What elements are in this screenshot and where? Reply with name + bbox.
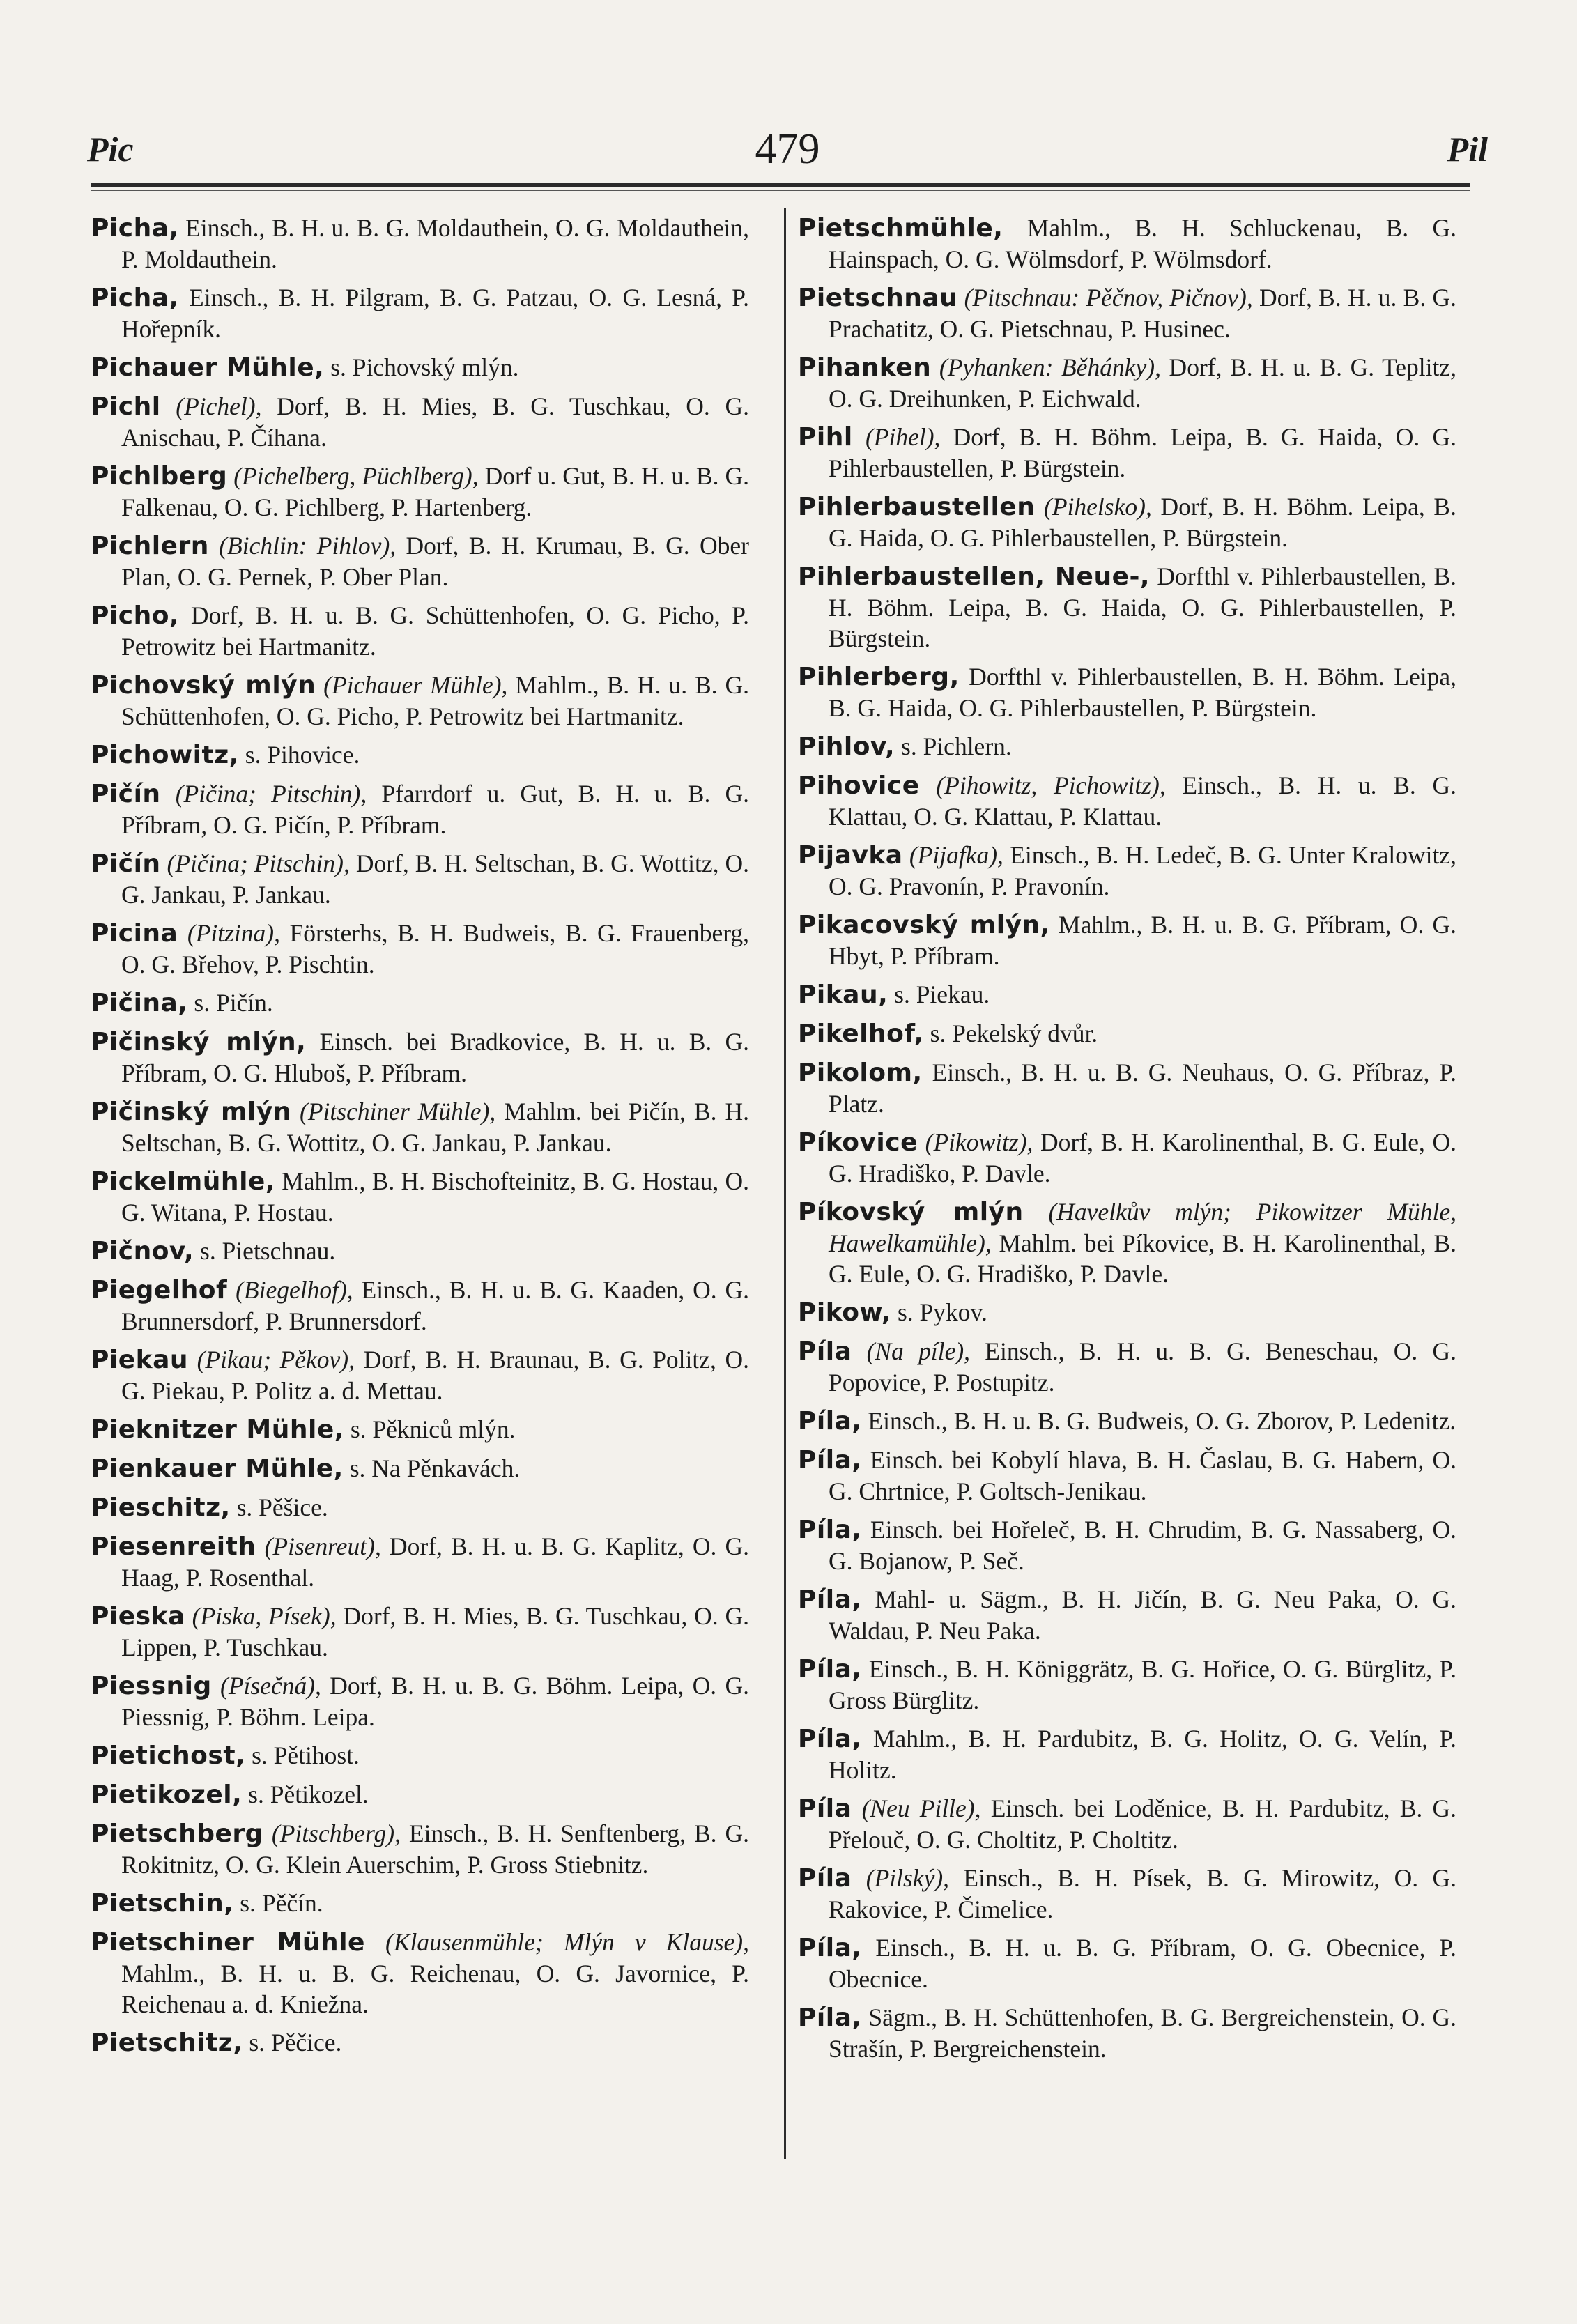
entry-alt-names: (Pilský), — [852, 1864, 950, 1892]
gazetteer-entry — [798, 1336, 1456, 1398]
entry-details: s. Pěčice. — [243, 2029, 342, 2056]
gazetteer-entry — [91, 213, 749, 275]
entry-alt-names: (Bichlin: Pihlov), — [208, 532, 397, 560]
entry-alt-names: (Klausenmühle; Mlýn v Klause), — [364, 1928, 749, 1956]
entry-headword: Pichauer Mühle, — [91, 353, 325, 382]
entry-details: Dorf, B. H. Krumau, B. G. Ober Plan, O. G. Pernek, P. Ober Plan. — [121, 532, 749, 591]
entry-headword: Pichlberg — [91, 462, 228, 491]
entry-details: Mahlm., B. H. u. B. G. Příbram, O. G. Hbyt, P. Příbram. — [829, 911, 1456, 970]
entry-headword: Pikow, — [798, 1298, 892, 1327]
running-head-left: Pic — [87, 130, 134, 169]
header-rule-thin — [91, 190, 1470, 191]
entry-alt-names: (Pisenreut), — [256, 1532, 381, 1560]
entry-headword: Píla, — [798, 1407, 862, 1436]
entry-headword: Píla, — [798, 1725, 862, 1753]
entry-headword: Picho, — [91, 601, 180, 630]
gazetteer-entry — [798, 1406, 1456, 1437]
entry-details: Dorf, B. H. Böhm. Leipa, B. G. Haida, O. G. Pihlerbaustellen, P. Bürgstein. — [829, 423, 1456, 482]
entry-headword: Pihovice — [798, 771, 920, 800]
gazetteer-entry — [91, 461, 749, 523]
entry-headword: Pieknitzer Mühle, — [91, 1415, 344, 1444]
entry-alt-names: (Pičina; Pitschin), — [160, 780, 367, 808]
entry-headword: Pihlov, — [798, 732, 895, 761]
entry-details: Einsch. bei Hořeleč, B. H. Chrudim, B. G. Nassaberg, O. G. Bojanow, P. Seč. — [829, 1516, 1456, 1575]
entry-alt-names: (Pikowitz), — [918, 1128, 1033, 1156]
entry-headword: Pietschin, — [91, 1889, 234, 1918]
gazetteer-entry — [798, 282, 1456, 344]
entry-headword: Pienkauer Mühle, — [91, 1454, 344, 1483]
gazetteer-entry — [798, 1932, 1456, 1994]
gazetteer-entry — [798, 2002, 1456, 2064]
gazetteer-entry — [798, 661, 1456, 723]
entry-headword: Pihanken — [798, 353, 932, 382]
gazetteer-entry — [798, 1057, 1456, 1119]
gazetteer-entry — [91, 778, 749, 840]
entry-details: s. Pěčín. — [233, 1889, 323, 1917]
gazetteer-entry — [798, 1514, 1456, 1576]
entry-details: s. Pěšice. — [230, 1493, 328, 1521]
entry-details: Einsch., B. H. u. B. G. Moldauthein, O. G. Moldauthein, P. Moldauthein. — [121, 214, 749, 273]
entry-alt-names: (Pitzina), — [178, 919, 280, 947]
entry-headword: Pichovský mlýn — [91, 671, 316, 700]
entry-details: s. Pichlern. — [895, 732, 1012, 760]
entry-headword: Pickelmühle, — [91, 1167, 275, 1196]
entry-alt-names: (Pikau; Pěkov), — [188, 1346, 355, 1373]
entry-alt-names: (Pijafka), — [902, 841, 1003, 869]
entry-headword: Pikolom, — [798, 1059, 923, 1087]
entry-details: s. Pekelský dvůr. — [923, 1019, 1098, 1047]
entry-alt-names: (Pihel), — [852, 423, 941, 451]
entry-headword: Pičín — [91, 849, 161, 878]
entry-headword: Píkovice — [798, 1128, 918, 1157]
entry-alt-names: (Neu Pille), — [852, 1794, 981, 1822]
gazetteer-entry — [798, 731, 1456, 762]
entry-alt-names: (Pichel), — [160, 392, 262, 420]
gazetteer-entry — [798, 1018, 1456, 1049]
gazetteer-entry — [91, 352, 749, 383]
right-column — [798, 213, 1456, 2072]
entry-headword: Piegelhof — [91, 1276, 228, 1305]
entry-headword: Picha, — [91, 284, 179, 312]
entry-details: Mahlm. bei Pičín, B. H. Seltschan, B. G. Wottitz, O. G. Jankau, P. Jankau. — [121, 1098, 749, 1157]
gazetteer-entry — [798, 909, 1456, 971]
entry-headword: Pietschiner Mühle — [91, 1928, 365, 1957]
entry-details: Einsch., B. H. Písek, B. G. Mirowitz, O. G. Rakovice, P. Čimelice. — [829, 1864, 1456, 1923]
entry-alt-names: (Pihowitz, Pichowitz), — [919, 771, 1166, 799]
gazetteer-entry — [91, 1779, 749, 1810]
gazetteer-entry — [91, 1531, 749, 1593]
gazetteer-entry — [91, 1236, 749, 1267]
entry-details: Pfarrdorf u. Gut, B. H. u. B. G. Příbram, O. G. Pičín, P. Příbram. — [121, 780, 749, 839]
gazetteer-entry — [91, 1096, 749, 1158]
entry-details: Mahl- u. Sägm., B. H. Jičín, B. G. Neu Paka, O. G. Waldau, P. Neu Paka. — [829, 1585, 1456, 1645]
gazetteer-entry — [91, 1344, 749, 1406]
gazetteer-entry — [798, 770, 1456, 832]
entry-details: Dorfthl v. Pihlerbaustellen, B. H. Böhm. Leipa, B. G. Haida, O. G. Pihlerbaustellen, P. Bürgstein. — [829, 562, 1456, 652]
entry-alt-names: (Pičina; Pitschin), — [160, 849, 350, 877]
entry-headword: Pichl — [91, 392, 161, 421]
entry-headword: Pihlerbaustellen — [798, 493, 1036, 521]
entry-alt-names: (Pitschberg), — [263, 1819, 401, 1847]
gazetteer-entry — [798, 840, 1456, 902]
entry-details: s. Pichovský mlýn. — [324, 353, 519, 381]
gazetteer-entry — [91, 2027, 749, 2058]
entry-headword: Piekau — [91, 1346, 189, 1374]
gazetteer-entry — [798, 352, 1456, 414]
entry-headword: Pičina, — [91, 989, 188, 1017]
entry-alt-names: (Biegelhof), — [227, 1276, 353, 1304]
entry-headword: Pikelhof, — [798, 1019, 924, 1048]
entry-headword: Píla, — [798, 1585, 862, 1614]
column-divider — [784, 208, 786, 2159]
entry-details: Dorf u. Gut, B. H. u. B. G. Falkenau, O. G. Pichlberg, P. Hartenberg. — [121, 462, 749, 521]
entry-details: Försterhs, B. H. Budweis, B. G. Frauenberg, O. G. Břehov, P. Pischtin. — [121, 919, 749, 978]
gazetteer-entry — [91, 391, 749, 453]
entry-details: Einsch., B. H. u. B. G. Klattau, O. G. Klattau, P. Klattau. — [829, 771, 1457, 831]
gazetteer-entry — [91, 1927, 749, 2019]
gazetteer-entry — [91, 670, 749, 732]
entry-headword: Pičinský mlýn, — [91, 1028, 307, 1056]
left-column — [91, 213, 749, 2066]
entry-headword: Píla, — [798, 2003, 862, 2032]
entry-details: Einsch. bei Kobylí hlava, B. H. Časlau, B. G. Habern, O. G. Chrtnice, P. Goltsch-Jenikau. — [829, 1446, 1456, 1505]
entry-details: Einsch., B. H. u. B. G. Budweis, O. G. Zborov, P. Ledenitz. — [861, 1407, 1456, 1435]
entry-details: Mahlm., B. H. u. B. G. Reichenau, O. G. Javornice, P. Reichenau a. d. Kniežna. — [121, 1960, 749, 2018]
entry-alt-names: (Piska, Písek), — [185, 1602, 337, 1630]
entry-alt-names: (Havelkův mlýn; Pikowitzer Mühle, Hawelkamühle), — [829, 1198, 1456, 1257]
gazetteer-entry — [798, 1297, 1456, 1328]
page-header — [87, 122, 1488, 178]
entry-alt-names: (Na píle), — [852, 1337, 971, 1365]
entry-headword: Pietschnau — [798, 284, 958, 312]
gazetteer-entry — [798, 561, 1456, 654]
gazetteer-entry — [91, 1026, 749, 1088]
entry-details: Dorf, B. H. Böhm. Leipa, B. G. Haida, O. G. Pihlerbaustellen, P. Bürgstein. — [829, 493, 1456, 552]
entry-headword: Píla, — [798, 1446, 862, 1475]
entry-headword: Pietschitz, — [91, 2029, 243, 2057]
gazetteer-entry — [798, 491, 1456, 553]
entry-headword: Píla, — [798, 1934, 862, 1962]
gazetteer-entry — [798, 1654, 1456, 1716]
gazetteer-entry — [91, 1818, 749, 1880]
gazetteer-entry — [91, 1740, 749, 1771]
entry-headword: Pihlerbaustellen, Neue-, — [798, 562, 1151, 591]
entry-alt-names: (Pitschnau: Pěčnov, Pičnov), — [957, 284, 1253, 311]
entry-details: Einsch., B. H. Ledeč, B. G. Unter Kralowitz, O. G. Pravonín, P. Pravonín. — [829, 841, 1456, 900]
entry-details: Einsch., B. H. u. B. G. Kaaden, O. G. Brunnersdorf, P. Brunnersdorf. — [121, 1276, 749, 1335]
gazetteer-entry — [91, 1670, 749, 1732]
running-head-right: Pil — [1447, 130, 1488, 169]
entry-details: s. Pičín. — [187, 989, 273, 1017]
entry-alt-names: (Pitschiner Mühle), — [291, 1098, 496, 1125]
entry-headword: Pietschberg — [91, 1819, 263, 1848]
entry-details: Dorf, B. H. Karolinenthal, B. G. Eule, O. G. Hradiško, P. Davle. — [829, 1128, 1456, 1187]
entry-details: Einsch., B. H. Königgrätz, B. G. Hořice, O. G. Bürglitz, P. Gross Bürglitz. — [829, 1655, 1456, 1714]
entry-headword: Pieska — [91, 1602, 185, 1631]
entry-details: s. Pěkniců mlýn. — [344, 1415, 516, 1443]
gazetteer-entry — [798, 1584, 1456, 1646]
entry-headword: Pietichost, — [91, 1741, 246, 1770]
entry-alt-names: (Pihelsko), — [1035, 493, 1152, 521]
entry-details: Einsch., B. H. Pilgram, B. G. Patzau, O. G. Lesná, P. Hořepník. — [121, 284, 749, 343]
entry-details: Mahlm., B. H. Pardubitz, B. G. Holitz, O. G. Velín, P. Holitz. — [829, 1725, 1456, 1784]
entry-details: Sägm., B. H. Schüttenhofen, B. G. Bergreichenstein, O. G. Strašín, P. Bergreichenstein. — [829, 2003, 1456, 2063]
entry-headword: Pihl — [798, 423, 853, 452]
entry-details: Einsch. bei Loděnice, B. H. Pardubitz, B. G. Přelouč, O. G. Choltitz, P. Choltitz. — [829, 1794, 1456, 1854]
gazetteer-entry — [798, 1793, 1456, 1855]
gazetteer-entry — [91, 848, 749, 910]
gazetteer-entry — [798, 1863, 1456, 1925]
entry-details: Einsch., B. H. u. B. G. Příbram, O. G. Obecnice, P. Obecnice. — [829, 1934, 1456, 1993]
entry-headword: Picha, — [91, 214, 179, 243]
entry-details: Dorf, B. H. Mies, B. G. Tuschkau, O. G. Lippen, P. Tuschkau. — [121, 1602, 749, 1661]
entry-details: Einsch., B. H. Senftenberg, B. G. Rokitnitz, O. G. Klein Auerschim, P. Gross Stiebnitz. — [121, 1819, 749, 1879]
entry-alt-names: (Pichauer Mühle), — [316, 671, 508, 699]
gazetteer-entry — [91, 1166, 749, 1228]
entry-headword: Pijavka — [798, 841, 903, 870]
gazetteer-entry — [798, 1196, 1456, 1289]
gazetteer-entry — [91, 918, 749, 980]
entry-headword: Picina — [91, 919, 178, 948]
entry-details: s. Pihovice. — [238, 741, 360, 769]
gazetteer-entry — [798, 1445, 1456, 1507]
entry-details: s. Pietschnau. — [194, 1237, 336, 1265]
entry-headword: Pičinský mlýn — [91, 1098, 291, 1126]
gazetteer-entry — [798, 1723, 1456, 1785]
entry-headword: Píla — [798, 1794, 852, 1823]
entry-details: Mahlm., B. H. u. B. G. Schüttenhofen, O. G. Picho, P. Petrowitz bei Hartmanitz. — [121, 671, 749, 730]
gazetteer-entry — [91, 1492, 749, 1523]
entry-details: s. Pykov. — [891, 1298, 987, 1326]
entry-details: Dorf, B. H. u. B. G. Böhm. Leipa, O. G. Piessnig, P. Böhm. Leipa. — [121, 1672, 749, 1731]
entry-headword: Pičín — [91, 780, 161, 808]
entry-headword: Píla — [798, 1337, 852, 1366]
entry-details: Mahlm., B. H. Bischofteinitz, B. G. Hostau, O. G. Witana, P. Hostau. — [121, 1167, 749, 1226]
entry-details: s. Pětihost. — [245, 1741, 360, 1769]
entry-details: s. Piekau. — [888, 980, 990, 1008]
entry-alt-names: (Písečná), — [211, 1672, 321, 1700]
entry-headword: Pikacovský mlýn, — [798, 911, 1050, 939]
entry-headword: Píla — [798, 1864, 852, 1893]
gazetteer-entry — [91, 987, 749, 1019]
gazetteer-entry — [798, 422, 1456, 484]
entry-details: s. Pětikozel. — [242, 1780, 369, 1808]
entry-details: Einsch., B. H. u. B. G. Neuhaus, O. G. Příbraz, P. Platz. — [829, 1059, 1456, 1118]
entry-details: Einsch., B. H. u. B. G. Beneschau, O. G. Popovice, P. Postupitz. — [829, 1337, 1456, 1396]
entry-headword: Pietikozel, — [91, 1780, 243, 1809]
entry-alt-names: (Pyhanken: Běhánky), — [931, 353, 1161, 381]
gazetteer-entry — [91, 1414, 749, 1445]
entry-headword: Pietschmühle, — [798, 214, 1003, 243]
gazetteer-entry — [91, 739, 749, 771]
gazetteer-entry — [91, 600, 749, 662]
gazetteer-entry — [798, 213, 1456, 275]
gazetteer-entry — [798, 1127, 1456, 1189]
entry-alt-names: (Pichelberg, Püchlberg), — [227, 462, 479, 490]
entry-headword: Pieschitz, — [91, 1493, 231, 1522]
gazetteer-entry — [91, 1275, 749, 1337]
entry-headword: Pikau, — [798, 980, 888, 1009]
gazetteer-entry — [91, 282, 749, 344]
entry-details: Dorf, B. H. Seltschan, B. G. Wottitz, O. G. Jankau, P. Jankau. — [121, 849, 749, 909]
entry-details: Einsch. bei Bradkovice, B. H. u. B. G. Příbram, O. G. Hluboš, P. Příbram. — [121, 1028, 749, 1087]
entry-details: s. Na Pěnkavách. — [343, 1454, 521, 1482]
entry-details: Dorf, B. H. u. B. G. Kaplitz, O. G. Haag, P. Rosenthal. — [121, 1532, 749, 1592]
entry-details: Dorf, B. H. u. B. G. Schüttenhofen, O. G. Picho, P. Petrowitz bei Hartmanitz. — [121, 601, 749, 661]
entry-details: Mahlm. bei Píkovice, B. H. Karolinenthal, B. G. Eule, O. G. Hradiško, P. Davle. — [829, 1229, 1456, 1288]
gazetteer-entry — [91, 1888, 749, 1919]
entry-headword: Píla, — [798, 1516, 862, 1544]
header-rule — [91, 183, 1470, 187]
entry-headword: Pichlern — [91, 532, 209, 560]
gazetteer-entry — [91, 1601, 749, 1663]
entry-details: Dorfthl v. Pihlerbaustellen, B. H. Böhm. Leipa, B. G. Haida, O. G. Pihlerbaustellen, P. Bürgstein. — [829, 663, 1456, 722]
entry-headword: Piesenreith — [91, 1532, 256, 1561]
gazetteer-entry — [91, 530, 749, 592]
entry-headword: Pichowitz, — [91, 741, 239, 769]
entry-details: Dorf, B. H. u. B. G. Teplitz, O. G. Dreihunken, P. Eichwald. — [829, 353, 1457, 413]
entry-headword: Píkovský mlýn — [798, 1198, 1024, 1226]
entry-details: Dorf, B. H. Mies, B. G. Tuschkau, O. G. Anischau, P. Číhana. — [121, 392, 749, 452]
entry-details: Dorf, B. H. u. B. G. Prachatitz, O. G. Pietschnau, P. Husinec. — [829, 284, 1456, 343]
entry-details: Dorf, B. H. Braunau, B. G. Politz, O. G. Piekau, P. Politz a. d. Mettau. — [121, 1346, 749, 1405]
entry-headword: Pičnov, — [91, 1237, 194, 1265]
entry-details: Mahlm., B. H. Schluckenau, B. G. Hainspach, O. G. Wölmsdorf, P. Wölmsdorf. — [829, 214, 1456, 273]
entry-headword: Pihlerberg, — [798, 663, 960, 691]
gazetteer-entry — [798, 979, 1456, 1010]
entry-headword: Píla, — [798, 1655, 862, 1684]
gazetteer-entry — [91, 1453, 749, 1484]
entry-headword: Piessnig — [91, 1672, 212, 1700]
page-number: 479 — [755, 125, 820, 173]
